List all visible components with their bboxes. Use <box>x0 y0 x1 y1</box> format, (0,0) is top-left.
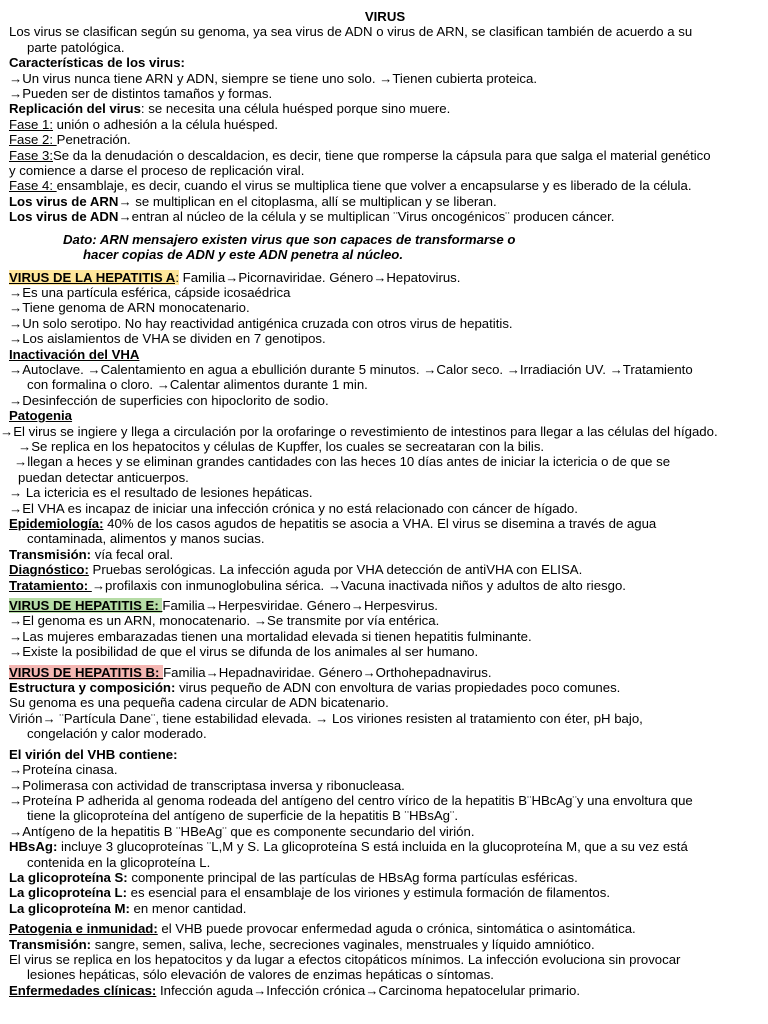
arn-label: Los virus de ARN <box>9 193 119 209</box>
document-title: VIRUS <box>364 9 406 24</box>
phase-line: y comience a darse el proceso de replicación viral. <box>9 163 305 179</box>
phase-text: unión o adhesión a la célula huésped. <box>52 116 279 132</box>
hbv-transmission-line <box>9 937 761 952</box>
hepatitis-a-item: →Es una partícula esférica, cápside icosaédrica <box>9 284 291 300</box>
replication-effects-line: El virus se replica en los hepatocitos y da lugar a efectos citopáticos mínimos. La infección evoluciona sin provocar <box>9 951 681 967</box>
characteristics-item: →Un virus nunca tiene ARN y ADN, siempre se tiene uno solo. →Tienen cubierta proteica. <box>9 70 538 86</box>
hbv-transmission-text: sangre, semen, saliva, leche, secreciones vaginales, menstruales y líquido amniótico. <box>91 936 595 952</box>
arn-text: → se multiplican en el citoplasma, allí se multiplican y se liberan. <box>118 193 497 209</box>
hepatitis-b-heading <box>9 665 761 680</box>
dato-note <box>63 232 583 263</box>
glycoprotein-s-line <box>9 870 761 885</box>
pathogenesis-line: →llegan a heces y se eliminan grandes cantidades con las heces 10 días antes de iniciar la ictericia o de que se <box>14 454 671 470</box>
dato-line: hacer copias de ADN y este ADN penetra al núcleo. <box>83 247 404 263</box>
glycoprotein-l-text: es esencial para el ensamblaje de los viriones y estimula formación de filamentos. <box>126 885 611 901</box>
epidemiology-label: Epidemiología: <box>9 516 104 531</box>
inactivation-line: →Desinfección de superficies con hipoclorito de sodio. <box>9 392 329 408</box>
virion-contents-item: tiene la glicoproteína del antígeno de superficie de la hepatitis B ¨HBsAg¨. <box>27 808 459 824</box>
transmission-line <box>9 547 761 562</box>
replication-effects-line: lesiones hepáticas, sólo elevación de valores de enzimas hepáticas o síntomas. <box>27 967 494 983</box>
replication-label: Replicación del virus <box>9 101 141 117</box>
intro-line: parte patológica. <box>27 39 125 55</box>
phase-text: Penetración. <box>56 132 131 148</box>
characteristics-heading: Características de los virus: <box>9 55 185 71</box>
treatment-label: Tratamiento: <box>9 577 92 593</box>
structure-text: virus pequeño de ADN con envoltura de varias propiedades poco comunes. <box>175 680 621 696</box>
treatment-line <box>9 578 761 593</box>
replication-paragraph <box>9 101 761 116</box>
hbsag-text: incluye 3 glucoproteínas ¨L,M y S. La glicoproteína S está incluida en la glucoproteína M, que a su vez está <box>57 839 688 855</box>
replication-text: : se necesita una célula huésped porque sino muere. <box>140 101 451 117</box>
glycoprotein-s-text: componente principal de las partículas de HBsAg forma partículas esféricas. <box>127 869 578 885</box>
inactivation-line: →Autoclave. →Calentamiento en agua a ebullición durante 5 minutos. →Calor seco. →Irradiación UV. →Tratamiento <box>9 361 693 377</box>
adn-virus-line <box>9 209 761 224</box>
glycoprotein-s-label: La glicoproteína S: <box>9 869 128 885</box>
virion-line: Virión→ ¨Partícula Dane¨, tiene estabilidad elevada. → Los viriones resisten al tratamiento con éter, pH bajo, <box>9 710 643 726</box>
phase-text: Se da la denudación o descaldacion, es decir, tiene que romperse la cápsula para que salga el material genético <box>52 147 711 163</box>
phase-line <box>9 132 761 147</box>
virion-contents-item: →Proteína cinasa. <box>9 762 118 778</box>
glycoprotein-m-label: La glicoproteína M: <box>9 900 130 916</box>
hepatitis-e-heading <box>9 598 761 613</box>
hepatitis-e-taxonomy: Familia→Herpesviridae. Género→Herpesvirus. <box>162 598 438 614</box>
phase-label: Fase 2: <box>9 132 57 148</box>
adn-label: Los virus de ADN <box>9 209 119 225</box>
epidemiology-line: contaminada, alimentos y manos sucias. <box>27 531 265 547</box>
virion-contents-heading: El virión del VHB contiene: <box>9 746 178 762</box>
hepatitis-a-item: →Los aislamientos de VHA se dividen en 7 genotipos. <box>9 331 326 347</box>
pathogenesis-heading: Patogenia <box>9 408 73 424</box>
epidemiology-line <box>9 516 761 531</box>
glycoprotein-m-text: en menor cantidad. <box>129 900 247 916</box>
hepatitis-a-heading <box>9 270 761 285</box>
pathogenesis-immunity-text: el VHB puede provocar enfermedad aguda o crónica, sintomática o asintomática. <box>157 921 636 937</box>
hbsag-line <box>9 839 761 854</box>
diagnosis-line <box>9 562 761 577</box>
diagnosis-label: Diagnóstico: <box>9 562 89 578</box>
glycoprotein-m-line <box>9 901 761 916</box>
hepatitis-b-taxonomy: Familia→Hepadnaviridae. Género→Orthohepadnavirus. <box>163 664 492 680</box>
document-page <box>0 9 761 998</box>
phase-label: Fase 4: <box>9 178 57 194</box>
hepatitis-a-label: VIRUS DE LA HEPATITIS A <box>9 269 176 285</box>
pathogenesis-line: →El VHA es incapaz de iniciar una infección crónica y no está relacionado con cáncer de hígado. <box>9 500 578 516</box>
hepatitis-e-item: →Existe la posibilidad de que el virus se difunda de los animales al ser humano. <box>9 644 479 660</box>
transmission-label: Transmisión: <box>9 546 92 562</box>
inactivation-heading: Inactivación del VHA <box>9 346 140 362</box>
hepatitis-a-colon: : <box>175 269 179 285</box>
structure-line <box>9 680 761 695</box>
phase-label: Fase 3: <box>9 147 53 163</box>
hepatitis-b-label: VIRUS DE HEPATITIS B: <box>9 664 164 680</box>
hepatitis-e-item: →Las mujeres embarazadas tienen una mortalidad elevada si tienen hepatitis fulminante. <box>9 628 532 644</box>
hbsag-line: contenida en la glicoproteína L. <box>27 854 211 870</box>
epidemiology-text: 40% de los casos agudos de hepatitis se asocia a VHA. El virus se disemina a través de agua <box>103 516 657 531</box>
adn-text: →entran al núcleo de la célula y se multiplican ¨Virus oncogénicos¨ producen cáncer. <box>118 209 615 225</box>
phase-line <box>9 178 761 193</box>
pathogenesis-line: →El virus se ingiere y llega a circulación por la orofaringe o revestimiento de intestinos para llegar a las células del hígado. <box>0 423 718 439</box>
virion-contents-item: →Polimerasa con actividad de transcriptasa inversa y ribonucleasa. <box>9 777 405 793</box>
clinical-diseases-line <box>9 983 761 998</box>
virion-contents-item: →Antígeno de la hepatitis B ¨HBeAg¨ que es componente secundario del virión. <box>9 823 475 839</box>
intro-line: Los virus se clasifican según su genoma, ya sea virus de ADN o virus de ARN, se clasifican también de acuerdo a su <box>9 24 693 40</box>
phase-text: ensamblaje, es decir, cuando el virus se multiplica tiene que volver a encapsularse y es liberado de la célula. <box>56 178 692 194</box>
glycoprotein-l-label: La glicoproteína L: <box>9 885 127 901</box>
clinical-diseases-label: Enfermedades clínicas: <box>9 982 157 998</box>
hepatitis-a-item: →Tiene genoma de ARN monocatenario. <box>9 300 250 316</box>
treatment-text: →profilaxis con inmunoglobulina sérica. →Vacuna inactivada niños y adultos de alto riesgo. <box>91 577 626 593</box>
hepatitis-a-item: →Un solo serotipo. No hay reactividad antigénica cruzada con otros virus de hepatitis. <box>9 315 513 331</box>
phase-line <box>9 117 761 132</box>
pathogenesis-line: puedan detectar anticuerpos. <box>18 469 189 485</box>
arn-virus-line <box>9 194 761 209</box>
phase-line <box>9 148 761 163</box>
diagnosis-text: Pruebas serológicas. La infección aguda por VHA detección de antiVHA con ELISA. <box>88 562 583 578</box>
pathogenesis-immunity-line <box>9 921 761 936</box>
characteristics-item: →Pueden ser de distintos tamaños y formas. <box>9 86 273 102</box>
hepatitis-a-taxonomy: Familia→Picornaviridae. Género→Hepatovirus. <box>179 269 461 285</box>
transmission-text: vía fecal oral. <box>91 546 174 562</box>
inactivation-line: con formalina o cloro. →Calentar alimentos durante 1 min. <box>27 377 368 393</box>
hepatitis-e-item: →El genoma es un ARN, monocatenario. →Se transmite por vía entérica. <box>9 613 440 629</box>
hbv-transmission-label: Transmisión: <box>9 936 92 952</box>
pathogenesis-line: →Se replica en los hepatocitos y células de Kupffer, los cuales se secreataran con la bilis. <box>18 438 545 454</box>
genome-line: Su genoma es una pequeña cadena circular de ADN bicatenario. <box>9 695 389 711</box>
phase-label: Fase 1: <box>9 116 53 132</box>
virion-line: congelación y calor moderado. <box>27 726 207 742</box>
hepatitis-e-label: VIRUS DE HEPATITIS E: <box>9 598 163 614</box>
glycoprotein-l-line <box>9 885 761 900</box>
pathogenesis-line: → La ictericia es el resultado de lesiones hepáticas. <box>9 485 313 501</box>
virion-contents-item: →Proteína P adherida al genoma rodeada del antígeno del centro vírico de la hepatitis B¨HBcAg¨y una envoltura que <box>9 792 693 808</box>
hbsag-label: HBsAg: <box>9 839 58 855</box>
structure-label: Estructura y composición: <box>9 680 176 696</box>
dato-line: Dato: ARN mensajero existen virus que son capaces de transformarse o <box>63 231 516 247</box>
pathogenesis-immunity-label: Patogenia e inmunidad: <box>9 921 158 937</box>
clinical-diseases-text: Infección aguda→Infección crónica→Carcinoma hepatocelular primario. <box>156 982 581 998</box>
